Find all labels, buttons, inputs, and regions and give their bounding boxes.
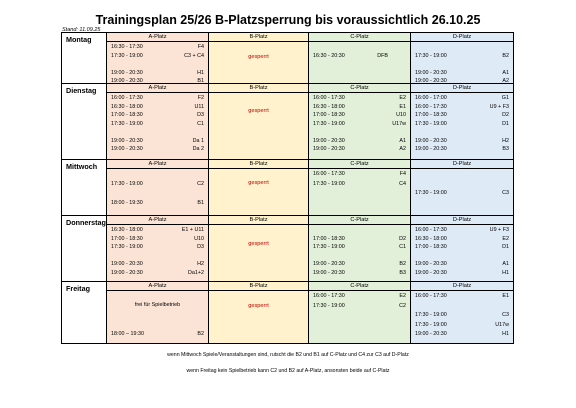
- slot-time: 19:00 - 20:30: [111, 137, 143, 144]
- day-row: [62, 216, 514, 282]
- pitch-a-cell: [107, 160, 209, 216]
- slot-team: B2: [399, 261, 406, 267]
- pitch-a-cell: [107, 33, 209, 84]
- pitch-b-cell: [209, 282, 309, 344]
- pitch-a-cell: [107, 216, 209, 282]
- slot-time: 17:30 - 19:00: [313, 302, 345, 309]
- pitch-header: D-Platz: [411, 84, 513, 93]
- pitch-b-cell: [209, 33, 309, 84]
- pitch-header: B-Platz: [209, 160, 308, 169]
- slot-time: 19:00 - 20:30: [111, 269, 143, 276]
- slot-time: 16:30 - 17:30: [111, 44, 143, 50]
- slot-time: 16:00 - 17:30: [415, 293, 447, 299]
- free-note: frei für Spielbetrieb: [134, 302, 181, 308]
- slot-time: 17:30 - 19:00: [313, 180, 345, 187]
- stand-date: Stand: 11.09.25: [62, 27, 101, 33]
- pitch-header: A-Platz: [107, 160, 208, 169]
- pitch-d-cell: [411, 216, 514, 282]
- slot-time: 19:00 - 20:30: [415, 331, 447, 337]
- slot-team: C1: [399, 244, 406, 250]
- slot-team: D3: [197, 112, 204, 118]
- pitch-header: D-Platz: [411, 160, 513, 169]
- slot-time: 17:30 - 19:00: [415, 312, 447, 318]
- slot-team: C2: [399, 302, 406, 309]
- blocked-label: gesperrt: [248, 241, 269, 247]
- slot-team: C3: [502, 190, 509, 196]
- pitch-a-cell: [107, 282, 209, 344]
- slot-team: U9 + F3: [489, 103, 509, 110]
- slot-time: 18:00 - 19:30: [111, 199, 143, 206]
- slot-time: 16:30 - 20:30: [313, 52, 345, 59]
- slot-time: 17:30 - 19:00: [415, 120, 447, 127]
- slot-team: H2: [502, 137, 509, 144]
- pitch-header: D-Platz: [411, 216, 513, 225]
- slot-team: E1: [399, 103, 406, 110]
- blocked-label: gesperrt: [248, 108, 269, 114]
- slot-team: U17w: [495, 321, 509, 328]
- slot-team: C3 + C4: [184, 52, 204, 59]
- slot-time: 16:30 - 18:00: [111, 227, 143, 233]
- pitch-d-cell: [411, 33, 514, 84]
- pitch-header: B-Platz: [209, 282, 308, 291]
- pitch-c-cell: [309, 33, 411, 84]
- day-cell: [62, 216, 107, 282]
- slot-team: G1: [501, 95, 509, 101]
- pitch-header: A-Platz: [107, 84, 208, 93]
- slot-time: 17:30 - 19:00: [111, 120, 143, 127]
- slot-time: 16:30 - 18:00: [313, 103, 345, 110]
- pitch-c-cell: [309, 216, 411, 282]
- day-row: [62, 160, 514, 216]
- slot-team: B2: [197, 331, 204, 337]
- day-row: [62, 84, 514, 160]
- slot-team: E2: [502, 235, 509, 242]
- slot-time: 19:00 - 20:30: [415, 261, 447, 267]
- slot-team: D2: [399, 235, 406, 242]
- slot-team: U10: [396, 112, 406, 118]
- slot-time: 19:00 - 20:30: [111, 261, 143, 267]
- slot-team: C1: [197, 120, 204, 127]
- slot-team: H2: [197, 261, 204, 267]
- slot-team: F4: [197, 44, 204, 50]
- pitch-b-cell: [209, 84, 309, 160]
- slot-team: Da 2: [192, 146, 204, 152]
- slot-team: Da 1: [192, 137, 204, 144]
- slot-team: D1: [502, 120, 509, 127]
- slot-time: 16:00 - 17:30: [111, 95, 143, 101]
- day-cell: [62, 160, 107, 216]
- slot-team: F2: [197, 95, 204, 101]
- pitch-header: C-Platz: [309, 282, 410, 291]
- slot-team: D3: [197, 244, 204, 250]
- pitch-header: C-Platz: [309, 84, 410, 93]
- slot-time: 17:00 - 18:30: [313, 235, 345, 242]
- slot-time: 17:30 - 19:00: [415, 52, 447, 59]
- slot-time: 17:30 - 19:00: [313, 244, 345, 250]
- day-name: Dienstag: [66, 86, 97, 95]
- pitch-d-cell: [411, 84, 514, 160]
- slot-team: A2: [502, 78, 509, 84]
- slot-team: A1: [502, 69, 509, 76]
- pitch-header: C-Platz: [309, 33, 410, 42]
- slot-team: D1: [502, 244, 509, 250]
- slot-team: B2: [502, 52, 509, 59]
- slot-team: A2: [399, 146, 406, 152]
- slot-time: 16:00 - 17:30: [313, 171, 345, 177]
- page-title: Trainingsplan 25/26 B-Platzsperrung bis voraussichtlich 26.10.25: [95, 13, 481, 27]
- slot-team: H1: [502, 331, 509, 337]
- day-cell: [62, 282, 107, 344]
- pitch-header: A-Platz: [107, 282, 208, 291]
- slot-team: F4: [399, 171, 406, 177]
- slot-team: C3: [502, 312, 509, 318]
- pitch-d-cell: [411, 160, 514, 216]
- day-cell: [62, 84, 107, 160]
- day-row: [62, 33, 514, 84]
- slot-time: 17:00 - 18:30: [111, 112, 143, 118]
- slot-team: U10: [194, 235, 204, 242]
- slot-team: U9 + F3: [489, 227, 509, 233]
- pitch-header: D-Platz: [411, 282, 513, 291]
- slot-team: E2: [399, 95, 406, 101]
- slot-team: H1: [197, 69, 204, 76]
- blocked-label: gesperrt: [248, 54, 269, 60]
- slot-time: 16:00 - 17:00: [415, 95, 447, 101]
- slot-time: 16:30 - 18:00: [111, 103, 143, 110]
- pitch-c-cell: [309, 84, 411, 160]
- footnote-friday: wenn Freitag kein Spielbetrieb kann C2 und B2 auf A-Platz, ansonsten beide auf C-Platz: [186, 368, 390, 374]
- slot-time: 17:30 - 19:00: [313, 120, 345, 127]
- slot-team: Da1+2: [187, 269, 204, 276]
- slot-team: C4: [399, 180, 406, 187]
- pitch-header: A-Platz: [107, 33, 208, 42]
- slot-team: B1: [197, 199, 204, 206]
- pitch-header: A-Platz: [107, 216, 208, 225]
- blocked-label: gesperrt: [248, 180, 269, 186]
- day-name: Donnerstag: [66, 218, 106, 227]
- pitch-header: C-Platz: [309, 160, 410, 169]
- slot-time: 17:00 - 18:30: [313, 112, 345, 118]
- slot-time: 19:00 - 20:30: [111, 146, 143, 152]
- slot-team: E1: [502, 293, 509, 299]
- slot-time: 19:00 - 20:30: [415, 69, 447, 76]
- pitch-header: B-Platz: [209, 216, 308, 225]
- slot-time: 19:00 - 20:30: [415, 269, 447, 276]
- slot-team: E2: [399, 293, 406, 299]
- slot-team: B3: [502, 146, 509, 152]
- slot-team: U17w: [392, 120, 406, 127]
- slot-time: 17:00 - 18:30: [111, 235, 143, 242]
- pitch-b-cell: [209, 160, 309, 216]
- slot-time: 19:00 - 20:30: [313, 146, 345, 152]
- pitch-a-cell: [107, 84, 209, 160]
- blocked-label: gesperrt: [248, 303, 269, 309]
- pitch-header: D-Platz: [411, 33, 513, 42]
- slot-time: 19:00 - 20:30: [111, 78, 143, 84]
- slot-time: 16:00 - 17:30: [415, 103, 447, 110]
- slot-time: 19:00 - 20:30: [313, 269, 345, 276]
- slot-team: C2: [197, 180, 204, 187]
- pitch-d-cell: [411, 282, 514, 344]
- slot-team: B3: [399, 269, 406, 276]
- slot-time: 17:00 - 18:30: [415, 244, 447, 250]
- day-row: [62, 282, 514, 344]
- slot-time: 19:00 - 20:30: [111, 69, 143, 76]
- slot-team: B1: [197, 78, 204, 84]
- pitch-header: B-Platz: [209, 84, 308, 93]
- slot-time: 19:00 - 20:30: [415, 137, 447, 144]
- slot-time: 19:00 - 20:30: [313, 137, 345, 144]
- slot-time: 17:00 - 18:30: [415, 112, 447, 118]
- pitch-b-cell: [209, 216, 309, 282]
- training-schedule-table: [61, 32, 514, 344]
- footnote-wednesday: wenn Mittwoch Spiele/Veranstaltungen sind, rutscht die B2 und B1 auf C-Platz und C4 zur C3 auf D-Platz: [167, 352, 409, 358]
- pitch-c-cell: [309, 160, 411, 216]
- slot-time: 19:00 - 20:30: [313, 261, 345, 267]
- slot-team: U11: [194, 103, 204, 110]
- slot-team: DFB: [377, 52, 388, 59]
- slot-time: 17:30 - 19:00: [111, 244, 143, 250]
- slot-time: 16:00 - 17:30: [313, 95, 345, 101]
- slot-time: 17:30 - 19:00: [111, 52, 143, 59]
- pitch-header: B-Platz: [209, 33, 308, 42]
- slot-team: A1: [502, 261, 509, 267]
- slot-time: 16:00 - 17:30: [415, 227, 447, 233]
- slot-time: 19:00 - 20:30: [415, 78, 447, 84]
- slot-team: D2: [502, 112, 509, 118]
- pitch-header: C-Platz: [309, 216, 410, 225]
- slot-team: A1: [399, 137, 406, 144]
- slot-time: 19:00 - 20:30: [415, 146, 447, 152]
- pitch-c-cell: [309, 282, 411, 344]
- slot-time: 18:00 – 19:30: [111, 331, 144, 337]
- slot-time: 16:00 - 17:30: [313, 293, 345, 299]
- slot-time: 17:30 - 19:00: [415, 190, 447, 196]
- day-name: Freitag: [66, 284, 90, 293]
- slot-time: 17:30 - 19:00: [415, 321, 447, 328]
- day-name: Montag: [66, 35, 92, 44]
- slot-team: H1: [502, 269, 509, 276]
- day-cell: [62, 33, 107, 84]
- slot-time: 17:30 - 19:00: [111, 180, 143, 187]
- day-name: Mittwoch: [66, 162, 98, 171]
- slot-team: E1 + U11: [181, 227, 204, 233]
- slot-time: 16:30 - 18:00: [415, 235, 447, 242]
